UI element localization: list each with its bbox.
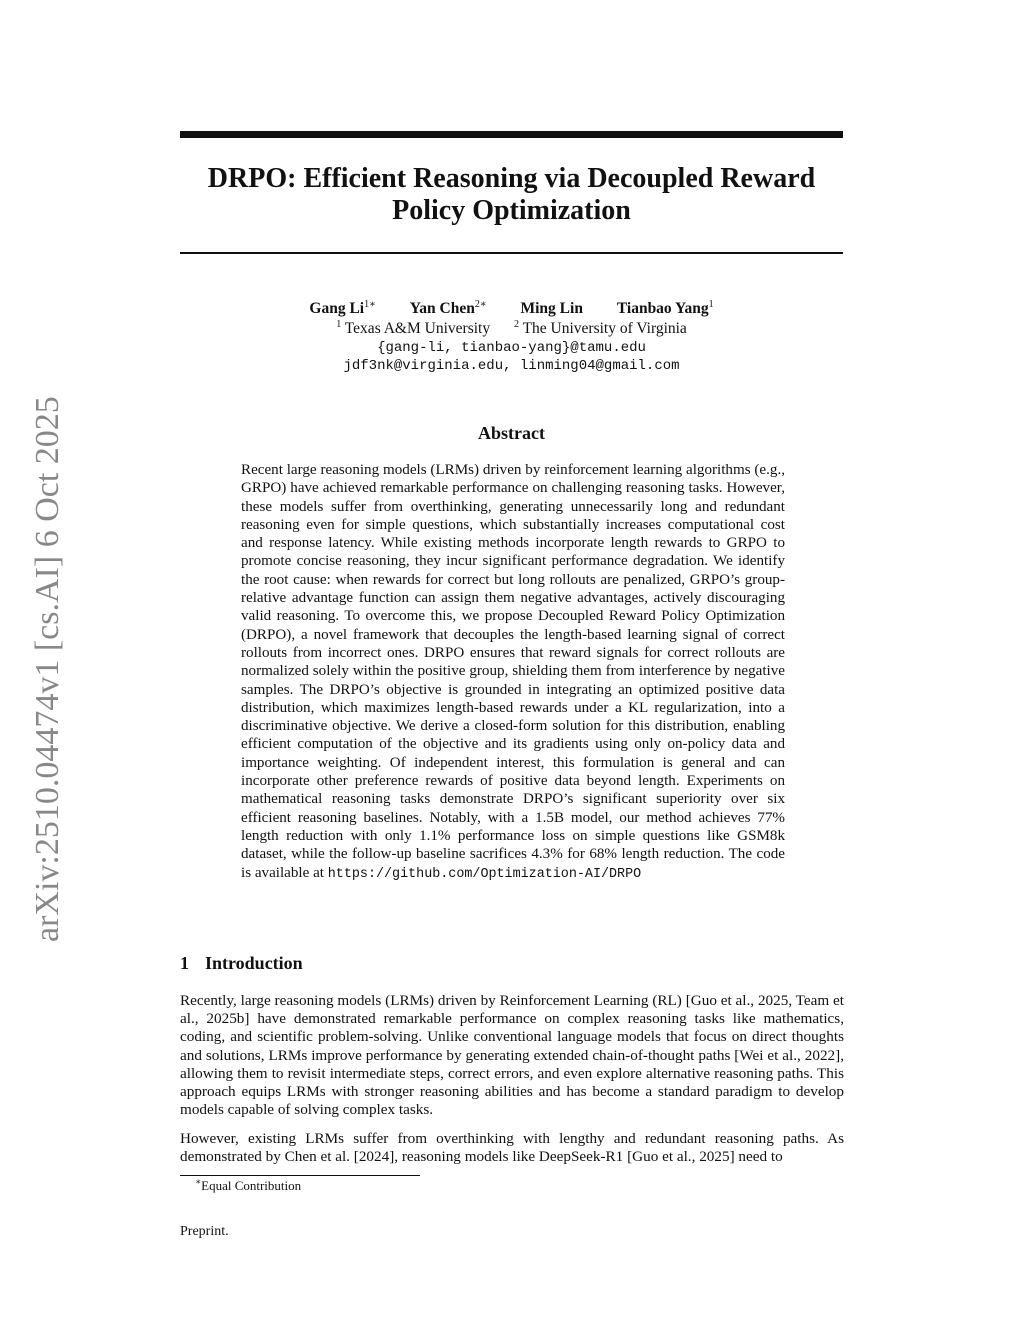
paper-title [180, 163, 843, 227]
section-number: 1 [180, 953, 189, 973]
author: Tianbao Yang$^1$ [616, 298, 714, 317]
footnote: ∗Equal Contribution [195, 1176, 302, 1193]
email-line: jdf3nk@virginia.edu, linming04@gmail.com [343, 358, 680, 374]
affiliations [180, 320, 843, 338]
intro-paragraph-2: However, existing LRMs suffer from overthinking with lengthy and redundant reasoning paths. As demonstrated by Chen et al. [2024], reasoning models like DeepSeek-R1 [Guo et al., 2025] need to [180, 1130, 844, 1166]
author-list [180, 300, 843, 318]
title-line-2: Policy Optimization [392, 195, 631, 226]
abstract-heading: Abstract [478, 423, 545, 443]
author: Yan Chen$^{2∗}$ [409, 298, 487, 317]
abstract-body [241, 461, 785, 884]
affiliation: $^2$ The University of Virginia [513, 318, 687, 337]
title-top-rule [180, 131, 843, 138]
section-heading [180, 953, 303, 974]
intro-paragraph-1: Recently, large reasoning models (LRMs) driven by Reinforcement Learning (RL) [Guo et al., 2025, Team et al., 2025b] have demonstrated remarkable performance on complex reasoning tasks like mathematics, coding, and scientific problem-solving. Unlike conventional language models that focus on direct thoughts and solutions, LRMs improve performance by generating extended chain-of-thought paths [Wei et al., 2022], allowing them to revisit intermediate steps, correct errors, and even explore alternative reasoning paths. This approach equips LRMs with stronger reasoning abilities and has become a standard paradigm to develop models capable of solving complex tasks. [180, 992, 844, 1119]
preprint-label: Preprint. [180, 1224, 229, 1239]
title-bottom-rule [180, 252, 843, 254]
footnote-rule [180, 1175, 420, 1176]
arxiv-identifier: arXiv:2510.04474v1 [cs.AI] 6 Oct 2025 [29, 396, 66, 942]
title-line-1: DRPO: Efficient Reasoning via Decoupled Reward [207, 163, 816, 194]
email-line: {gang-li, tianbao-yang}@tamu.edu [377, 340, 646, 356]
abstract-text: Recent large reasoning models (LRMs) driven by reinforcement learning algorithms (e.g., GRPO) have achieved remarkable performance on challenging reasoning tasks. However, these models suffer from overthinking, generating unnecessarily long and redundant reasoning even for simple questions, which substantially increases computational cost and response latency. While existing methods incorporate length rewards to GRPO to promote concise reasoning, they incur significant performance degradation. We identify the root cause: when rewards for correct but long rollouts are penalized, GRPO’s group-relative advantage function can assign them negative advantages, actively discouraging valid reasoning. To overcome this, we propose Decoupled Reward Policy Optimization (DRPO), a novel framework that decouples the length-based learning signal of correct rollouts from incorrect ones. DRPO ensures that reward signals for correct rollouts are normalized solely within the positive group, shielding them from interference by negative samples. The DRPO’s objective is grounded in integrating an optimized positive data distribution, which maximizes length-based rewards under a KL regularization, into a discriminative objective. We derive a closed-form solution for this distribution, enabling efficient computation of the objective and its gradients using only on-policy data and importance weighting. Of independent interest, this formulation is general and can incorporate other preference rewards of positive data beyond length. Experiments on mathematical reasoning tasks demonstrate DRPO’s significant superiority over six efficient reasoning baselines. Notably, with a 1.5B model, our method achieves 77% length reduction with only 1.1% performance loss on simple questions like GSM8k dataset, while the follow-up baseline sacrifices 4.3% for 68% length reduction. The code is available at [241, 462, 785, 881]
section-title: Introduction [205, 953, 303, 973]
author: Gang $Li^{1∗}$ [309, 298, 376, 317]
affiliation: $^1$ Texas A&M University [336, 318, 491, 337]
code-link[interactable]: https://github.com/Optimization-AI/DRPO [327, 866, 642, 882]
author: Ming Lin [520, 300, 583, 317]
